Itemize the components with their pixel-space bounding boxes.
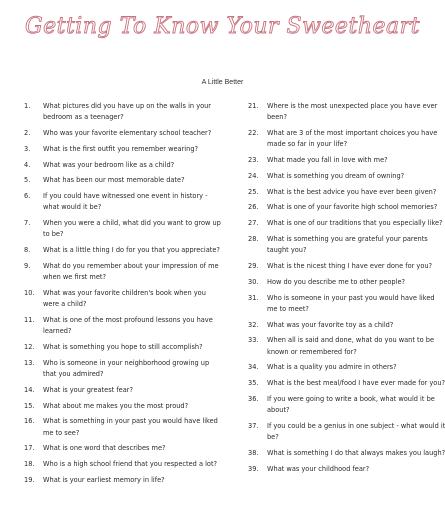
question-number: 17. bbox=[24, 444, 35, 453]
question-text: Who is someone in your neighborhood growing up that you admired? bbox=[43, 358, 210, 378]
question-item bbox=[248, 202, 445, 213]
question-number: 4. bbox=[24, 160, 31, 169]
question-item bbox=[248, 128, 445, 150]
question-text: What made you fall in love with me? bbox=[267, 156, 388, 164]
question-item bbox=[24, 245, 224, 256]
question-text: What pictures did you have up on the walls in your bedroom as a teenager? bbox=[43, 102, 212, 122]
question-item bbox=[248, 320, 445, 331]
question-item bbox=[24, 475, 224, 486]
question-text: What was your bedroom like as a child? bbox=[43, 160, 175, 169]
question-item bbox=[24, 358, 224, 380]
question-number: 15. bbox=[24, 401, 35, 410]
question-text: What has been our most memorable date? bbox=[43, 176, 185, 185]
question-item bbox=[248, 234, 445, 256]
question-item bbox=[248, 187, 445, 198]
question-text: What is the best advice you have ever been given? bbox=[267, 187, 437, 196]
question-column-right bbox=[248, 101, 445, 480]
question-text: What is one word that describes me? bbox=[43, 444, 166, 453]
question-text: What do you remember about your impression of me when we first met? bbox=[43, 261, 219, 282]
question-item bbox=[24, 459, 224, 470]
question-item bbox=[24, 342, 224, 353]
question-number: 1. bbox=[24, 102, 31, 110]
question-number: 24. bbox=[248, 171, 259, 180]
question-item bbox=[248, 335, 445, 357]
question-text: If you were going to write a book, what would it be about? bbox=[267, 394, 435, 415]
question-text: If you could have witnessed one event in history - what would it be? bbox=[43, 192, 208, 212]
question-item bbox=[24, 416, 224, 438]
question-item bbox=[24, 101, 224, 123]
question-item bbox=[248, 101, 445, 123]
question-text: What is something you dream of owning? bbox=[267, 171, 405, 180]
question-item bbox=[248, 155, 445, 166]
question-text: Who was your favorite elementary school teacher? bbox=[43, 129, 212, 137]
question-text: What is the nicest thing I have ever done for you? bbox=[267, 261, 433, 270]
question-number: 35. bbox=[248, 379, 259, 388]
question-number: 37. bbox=[248, 421, 259, 430]
question-number: 18. bbox=[24, 460, 35, 469]
question-number: 10. bbox=[24, 288, 35, 297]
question-text: What is a little thing I do for you that you appreciate? bbox=[43, 246, 220, 255]
question-text: What are 3 of the most important choices you have made so far in your life? bbox=[267, 129, 438, 149]
question-item bbox=[24, 144, 224, 155]
question-number: 9. bbox=[24, 261, 31, 270]
question-text: What is your earliest memory in life? bbox=[43, 475, 165, 484]
question-item bbox=[248, 277, 445, 288]
question-text: What was your childhood fear? bbox=[267, 464, 370, 473]
question-text: What is one of our traditions that you especially like? bbox=[267, 219, 443, 228]
question-number: 22. bbox=[248, 129, 259, 137]
question-text: Who is someone in your past you would have liked me to meet? bbox=[267, 293, 435, 313]
question-number: 21. bbox=[248, 102, 259, 110]
question-number: 7. bbox=[24, 219, 31, 228]
question-item bbox=[24, 191, 224, 213]
question-number: 26. bbox=[248, 203, 259, 212]
question-text: When you were a child, what did you want to grow up to be? bbox=[43, 219, 221, 239]
question-item bbox=[24, 288, 224, 310]
question-number: 6. bbox=[24, 192, 31, 201]
question-text: What is something you hope to still accomplish? bbox=[43, 342, 203, 351]
question-item bbox=[248, 171, 445, 182]
question-text: What is a quality you admire in others? bbox=[267, 363, 397, 372]
question-text: Where is the most unexpected place you have ever been? bbox=[267, 102, 438, 122]
question-number: 28. bbox=[248, 234, 259, 243]
question-text: What is the best meal/food I have ever made for you? bbox=[267, 379, 445, 388]
question-number: 29. bbox=[248, 261, 259, 270]
question-text: What was your favorite children's book when you were a child? bbox=[43, 288, 206, 309]
question-item bbox=[248, 448, 445, 459]
question-number: 27. bbox=[248, 219, 259, 228]
question-text: What is something you are grateful your parents taught you? bbox=[267, 234, 428, 255]
question-number: 5. bbox=[24, 176, 31, 185]
question-number: 14. bbox=[24, 385, 35, 394]
question-number: 30. bbox=[248, 277, 259, 286]
question-number: 38. bbox=[248, 448, 259, 457]
question-item bbox=[248, 293, 445, 315]
question-item bbox=[248, 218, 445, 229]
question-number: 32. bbox=[248, 320, 259, 329]
question-text: What about me makes you the most proud? bbox=[43, 401, 189, 410]
question-number: 3. bbox=[24, 144, 31, 153]
question-text: What is something in your past you would have liked me to see? bbox=[43, 417, 218, 437]
question-text: Who is a high school friend that you respected a lot? bbox=[43, 460, 218, 469]
question-column-left bbox=[24, 101, 224, 491]
question-number: 8. bbox=[24, 246, 31, 255]
question-item bbox=[248, 464, 445, 475]
question-item bbox=[24, 175, 224, 186]
question-item bbox=[248, 421, 445, 443]
question-item bbox=[24, 315, 224, 337]
question-item bbox=[248, 362, 445, 373]
question-number: 2. bbox=[24, 129, 31, 137]
question-text: If you could be a genius in one subject - what would it be? bbox=[267, 421, 445, 442]
question-text: What is the first outfit you remember wearing? bbox=[43, 144, 198, 153]
question-item bbox=[24, 385, 224, 396]
question-item bbox=[248, 394, 445, 416]
question-item bbox=[24, 401, 224, 412]
question-number: 25. bbox=[248, 187, 259, 196]
question-text: How do you describe me to other people? bbox=[267, 277, 405, 286]
question-item bbox=[248, 378, 445, 389]
question-item bbox=[24, 218, 224, 240]
question-item bbox=[24, 128, 224, 139]
question-number: 36. bbox=[248, 394, 259, 403]
question-number: 34. bbox=[248, 363, 259, 372]
question-item bbox=[24, 443, 224, 454]
question-number: 39. bbox=[248, 464, 259, 473]
question-number: 23. bbox=[248, 156, 259, 164]
question-item bbox=[24, 261, 224, 283]
question-number: 11. bbox=[24, 315, 35, 324]
question-text: What is something I do that always makes you laugh? bbox=[267, 448, 445, 457]
question-number: 12. bbox=[24, 342, 35, 351]
question-text: What is one of your favorite high school memories? bbox=[267, 203, 438, 212]
question-number: 31. bbox=[248, 293, 259, 302]
page-subtitle: A Little Better bbox=[201, 79, 244, 86]
question-number: 13. bbox=[24, 358, 35, 367]
question-item bbox=[24, 160, 224, 171]
page-title: Getting To Know Your Sweetheart bbox=[25, 14, 420, 39]
question-text: What is your greatest fear? bbox=[43, 385, 133, 394]
question-number: 33. bbox=[248, 336, 259, 345]
question-number: 16. bbox=[24, 417, 35, 426]
question-text: When all is said and done, what do you want to be known or remembered for? bbox=[267, 336, 435, 356]
question-text: What is one of the most profound lessons you have learned? bbox=[43, 315, 213, 336]
question-number: 19. bbox=[24, 475, 35, 484]
question-item bbox=[248, 261, 445, 272]
question-text: What was your favorite toy as a child? bbox=[267, 320, 394, 329]
